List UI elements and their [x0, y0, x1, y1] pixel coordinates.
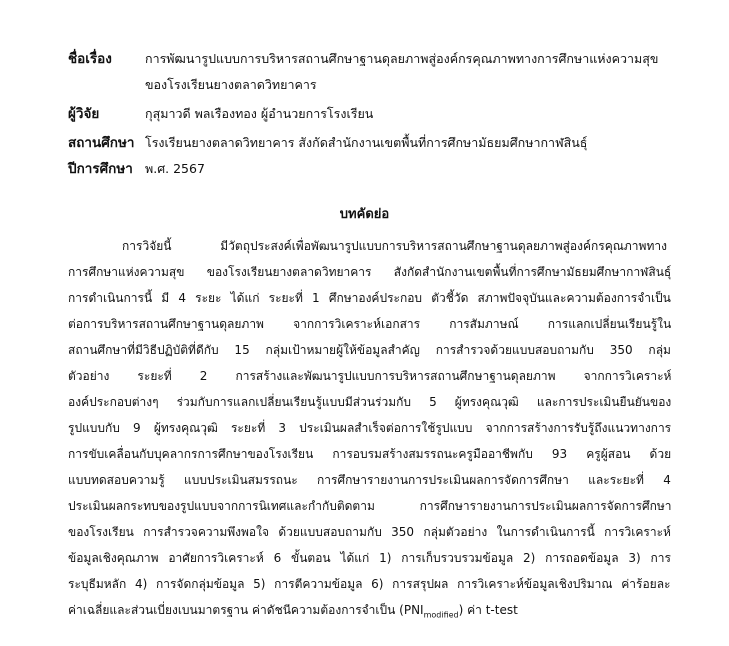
- institution-label: สถานศึกษา: [68, 135, 135, 151]
- abstract-line: การขับเคลื่อนกับบุคลากรการศึกษาของโรงเรียน การอบรมสร้างสมรรถนะครูมืออาชีพกับ 93 ครูผู้สอน ด้วย: [68, 447, 672, 461]
- researcher-label: ผู้วิจัย: [68, 106, 100, 122]
- abstract-line: ประเมินผลกระทบของรูปแบบจากการนิเทศและกำกับติดตาม การศึกษารายงานการประเมินผลการจัดการศึกษา: [68, 499, 672, 513]
- abstract-line: สถานศึกษาที่มีวิธีปฏิบัติที่ดีกับ 15 กลุ่มเป้าหมายผู้ให้ข้อมูลสำคัญ การสำรวจด้วยแบบสอบถามกับ 350 กลุ่ม: [68, 343, 671, 357]
- abstract-line: องค์ประกอบต่างๆ ร่วมกับการแลกเปลี่ยนเรียนรู้แบบมีส่วนร่วมกับ 5 ผู้ทรงคุณวุฒิ และการประเมินยืนยันของ: [68, 395, 672, 409]
- abstract-heading: บทคัดย่อ: [339, 207, 390, 222]
- year-value: พ.ศ. 2567: [145, 161, 205, 176]
- abstract-line: ต่อการบริหารสถานศึกษาฐานดุลยภาพ จากการวิเคราะห์เอกสาร การสัมภาษณ์ การแลกเปลี่ยนเรียนรู้ใน: [68, 317, 672, 331]
- abstract-line: การดำเนินการนี้ มี 4 ระยะ ได้แก่ ระยะที่ 1 ศึกษาองค์ประกอบ ตัวชี้วัด สภาพปัจจุบันและความต้องการจำเป็น: [68, 291, 671, 305]
- abstract-line: ตัวอย่าง ระยะที่ 2 การสร้างและพัฒนารูปแบบการบริหารสถานศึกษาฐานดุลยภาพ จากการวิเคราะห์: [68, 369, 672, 383]
- abstract-line: แบบทดสอบความรู้ แบบประเมินสมรรถนะ การศึกษารายงานการประเมินผลการจัดการศึกษา และระยะที่ 4: [68, 473, 671, 487]
- abstract-line: ของโรงเรียน การสำรวจความพึงพอใจ ด้วยแบบสอบถามกับ 350 กลุ่มตัวอย่าง ในการดำเนินการนี้ การวิเคราะห์: [68, 525, 671, 539]
- abstract-line: การศึกษาแห่งความสุข ของโรงเรียนยางตลาดวิทยาคาร สังกัดสำนักงานเขตพื้นที่การศึกษามัธยมศึกษากาฬสินธุ์: [68, 265, 672, 279]
- abstract-last-prefix: ค่าเฉลี่ยและส่วนเบี่ยงเบนมาตรฐาน ค่าดัชนีความต้องการจำเป็น (PNI: [68, 603, 424, 617]
- abstract-line: การวิจัยนี้ มีวัตถุประสงค์เพื่อพัฒนารูปแบบการบริหารสถานศึกษาฐานดุลยภาพสู่องค์กรคุณภาพทาง: [122, 239, 667, 253]
- researcher-value: กุสุมาวดี พลเรืองทอง ผู้อำนวยการโรงเรียน: [145, 106, 374, 121]
- abstract-line: ระบุธีมหลัก 4) การจัดกลุ่มข้อมูล 5) การตีความข้อมูล 6) การสรุปผล การวิเคราะห์ข้อมูลเชิงปริมาณ ค่าร้อยละ: [68, 577, 671, 591]
- abstract-last-line: [68, 602, 518, 623]
- institution-value: โรงเรียนยางตลาดวิทยาคาร สังกัดสำนักงานเขตพื้นที่การศึกษามัธยมศึกษากาฬสินธุ์: [145, 135, 588, 150]
- abstract-line: รูปแบบกับ 9 ผู้ทรงคุณวุฒิ ระยะที่ 3 ประเมินผลสำเร็จต่อการใช้รูปแบบ จากการสร้างการรับรู้ถึงแนวทางการ: [68, 421, 672, 435]
- title-label: ชื่อเรื่อง: [68, 51, 112, 67]
- title-line-2: ของโรงเรียนยางตลาดวิทยาคาร: [145, 77, 317, 92]
- abstract-last-suffix: ) ค่า t-test: [458, 603, 518, 617]
- year-label: ปีการศึกษา: [68, 161, 133, 177]
- title-line-1: การพัฒนารูปแบบการบริหารสถานศึกษาฐานดุลยภาพสู่องค์กรคุณภาพทางการศึกษาแห่งความสุข: [145, 51, 659, 66]
- abstract-line: ข้อมูลเชิงคุณภาพ อาศัยการวิเคราะห์ 6 ขั้นตอน ได้แก่ 1) การเก็บรวบรวมข้อมูล 2) การถอดข้อมูล 3) การ: [68, 551, 671, 565]
- pni-subscript: modified: [423, 610, 459, 620]
